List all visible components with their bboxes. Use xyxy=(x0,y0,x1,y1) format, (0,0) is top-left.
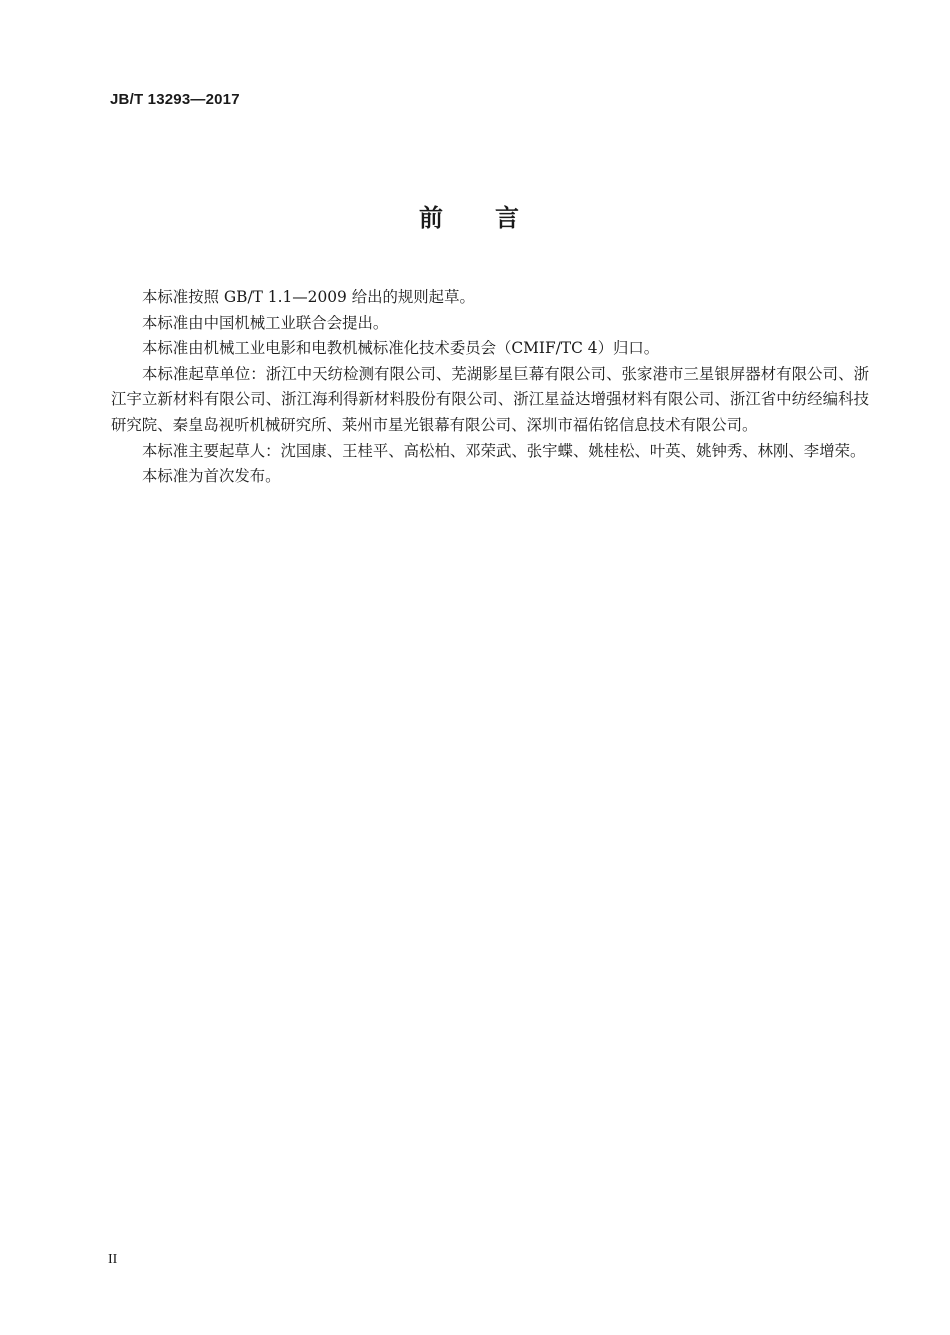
page-title: 前言 xyxy=(419,204,571,232)
paragraph-main-drafters: 本标准主要起草人：沈国康、王桂平、高松柏、邓荣武、张宇蝶、姚桂松、叶英、姚钟秀、林刚、李增荣。 xyxy=(142,441,866,460)
paragraph-drafting-units: 本标准起草单位：浙江中天纺检测有限公司、芜湖影星巨幕有限公司、张家港市三星银屏器材有限公司、浙江宇立新材料有限公司、浙江海利得新材料股份有限公司、浙江星益达增强材料有限公司、浙江省中纺经编科技研究院、秦皇岛视听机械研究所、莱州市星光银幕有限公司、深圳市福佑铭信息技术有限公司。 xyxy=(111,364,869,434)
paragraph-committee: 本标准由机械工业电影和电教机械标准化技术委员会（CMIF/TC 4）归口。 xyxy=(142,339,660,358)
paragraph-proposer: 本标准由中国机械工业联合会提出。 xyxy=(142,313,389,332)
paragraph-drafting-rules: 本标准按照 GB/T 1.1—2009 给出的规则起草。 xyxy=(142,288,475,306)
paragraph-first-release: 本标准为首次发布。 xyxy=(142,467,281,486)
foreword-body xyxy=(111,285,869,490)
page-number: II xyxy=(108,1252,118,1267)
standard-code: JB/T 13293—2017 xyxy=(110,91,240,108)
